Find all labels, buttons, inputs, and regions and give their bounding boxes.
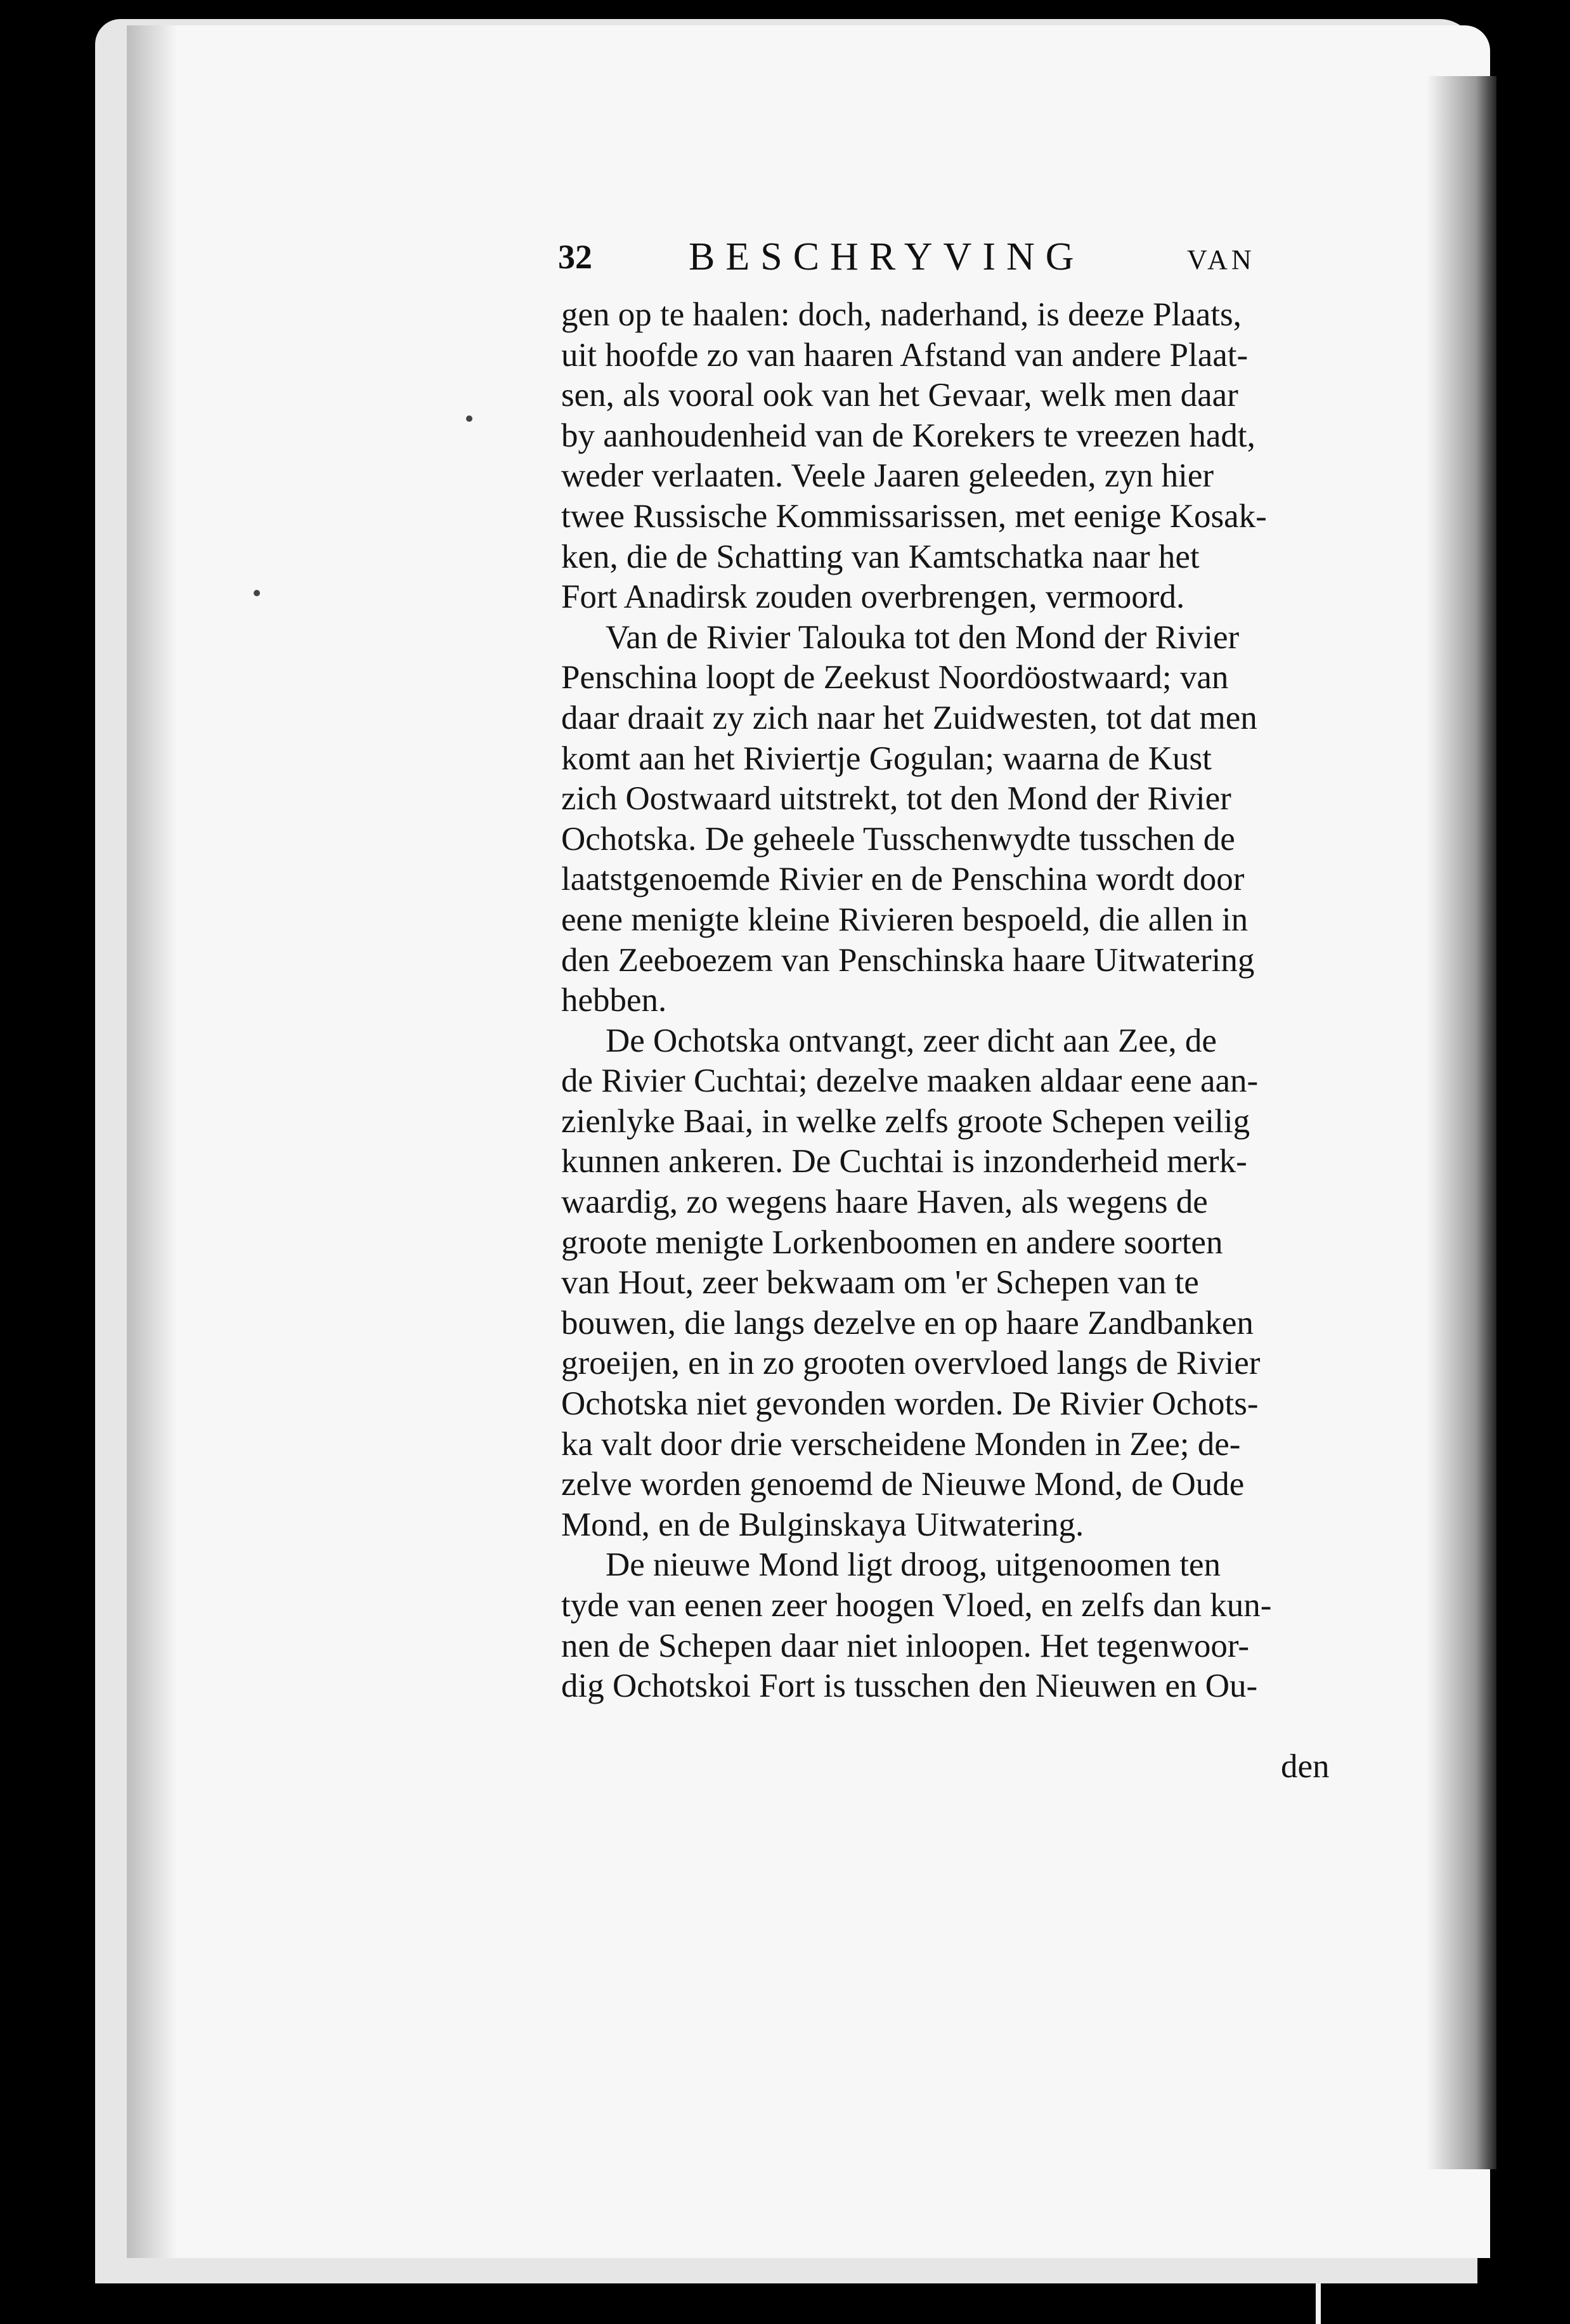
text-line: de Rivier Cuchtai; dezelve maaken aldaar eene aan- [561, 1062, 1259, 1100]
scan-mark [1316, 2283, 1321, 2324]
text-line: hebben. [561, 982, 667, 1019]
text-line: groote menigte Lorkenboomen en andere soorten [561, 1224, 1223, 1261]
text-line: De Ochotska ontvangt, zeer dicht aan Zee, de [606, 1022, 1217, 1059]
text-line: van Hout, zeer bekwaam om 'er Schepen van te [561, 1264, 1199, 1302]
text-line: uit hoofde zo van haaren Afstand van andere Plaat- [561, 336, 1249, 374]
speck [466, 415, 472, 422]
text-line: zich Oostwaard uitstrekt, tot den Mond der Rivier [561, 780, 1231, 818]
text-line: groeijen, en in zo grooten overvloed langs de Rivier [561, 1345, 1261, 1382]
text-line: sen, als vooral ook van het Gevaar, welk men daar [561, 377, 1238, 414]
text-line: waardig, zo wegens haare Haven, als wegens de [561, 1184, 1208, 1221]
text-line: Mond, en de Bulginskaya Uitwatering. [561, 1506, 1084, 1543]
text-line: twee Russische Kommissarissen, met eenige Kosak- [561, 497, 1267, 535]
text-line: daar draait zy zich naar het Zuidwesten, tot dat men [561, 699, 1257, 736]
text-line: zienlyke Baai, in welke zelfs groote Schepen veilig [561, 1102, 1250, 1140]
text-line: kunnen ankeren. De Cuchtai is inzonderheid merk- [561, 1143, 1247, 1180]
text-line: ka valt door drie verscheidene Monden in Zee; de- [561, 1425, 1241, 1463]
speck [254, 590, 260, 596]
text-line: komt aan het Riviertje Gogulan; waarna de Kust [561, 740, 1212, 777]
text-line: dig Ochotskoi Fort is tusschen den Nieuwen en Ou- [561, 1668, 1258, 1705]
text-line: Ochotska. De geheele Tusschenwydte tusschen de [561, 820, 1235, 858]
page-edge-shadow [1427, 76, 1496, 2169]
page-number: 32 [558, 238, 592, 276]
text-line: gen op te haalen: doch, naderhand, is deeze Plaats, [561, 296, 1242, 333]
text-line: by aanhoudenheid van de Korekers te vreezen hadt, [561, 417, 1255, 454]
text-line: eene menigte kleine Rivieren bespoeld, die allen in [561, 901, 1249, 938]
text-line: Penschina loopt de Zeekust Noordöostwaard; van [561, 659, 1229, 696]
body-text [561, 295, 1363, 1707]
text-line: Ochotska niet gevonden worden. De Rivier Ochots- [561, 1385, 1259, 1423]
text-line: nen de Schepen daar niet inloopen. Het tegenwoor- [561, 1627, 1250, 1664]
text-line: weder verlaaten. Veele Jaaren geleeden, zyn hier [561, 457, 1214, 495]
text-line: Van de Rivier Talouka tot den Mond der Rivier [606, 618, 1240, 656]
text-line: Fort Anadirsk zouden overbrengen, vermoord. [561, 578, 1185, 616]
text-line: tyde van eenen zeer hoogen Vloed, en zelfs dan kun- [561, 1587, 1272, 1624]
text-line: zelve worden genoemd de Nieuwe Mond, de Oude [561, 1466, 1245, 1503]
running-title: BESCHRYVING [689, 235, 1085, 278]
running-title-suffix: VAN [1187, 244, 1255, 275]
text-line: den Zeeboezem van Penschinska haare Uitwatering [561, 941, 1255, 979]
running-header [558, 235, 1268, 285]
text-line: De nieuwe Mond ligt droog, uitgenoomen ten [606, 1546, 1221, 1584]
catchword: den [1281, 1748, 1330, 1785]
text-line: bouwen, die langs dezelve en op haare Zandbanken [561, 1304, 1254, 1342]
text-line: ken, die de Schatting van Kamtschatka naar het [561, 538, 1200, 575]
text-line: laatstgenoemde Rivier en de Penschina wordt door [561, 861, 1245, 898]
